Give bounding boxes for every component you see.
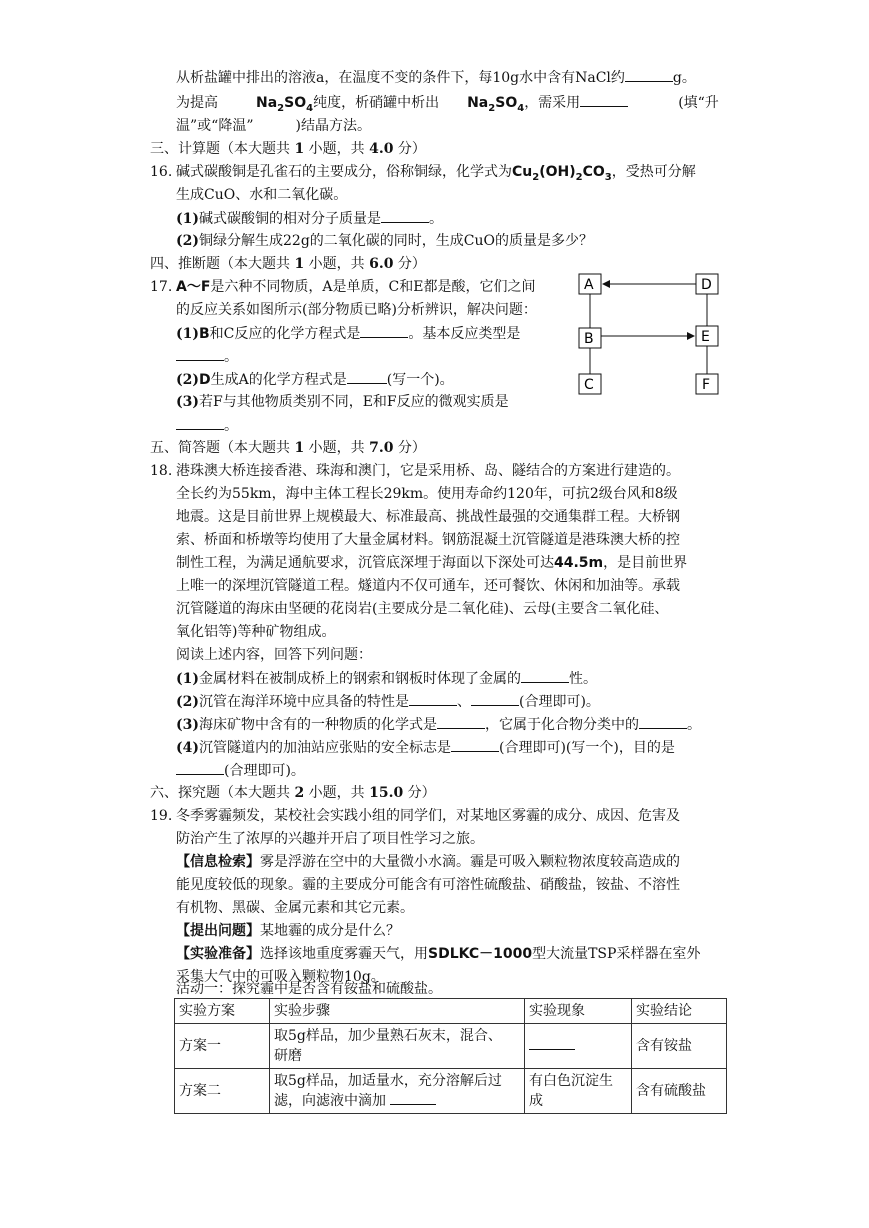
answer-blank[interactable] <box>437 715 485 729</box>
top-line-3: 温”或“降温” )结晶方法。 <box>176 118 371 134</box>
q17-line-2: 的反应关系如图所示(部分物质已略)分析辨识，解决问题： <box>176 302 537 318</box>
answer-blank[interactable] <box>580 93 628 107</box>
q18-line-8: 氧化铝等)等种矿物组成。 <box>176 624 336 640</box>
q18-sub-4: (4)沉管隧道内的加油站应张贴的安全标志是 (合理即可)(写一个)，目的是 <box>176 740 675 756</box>
answer-blank[interactable] <box>529 1036 575 1050</box>
q16-line-1: 碱式碳酸铜是孔雀石的主要成分，俗称铜绿，化学式为$Cu_2(OH)_2CO_3$，受热可分解 <box>176 164 696 183</box>
section-6-title: 六、探究题（本大题共 2 小题，共 15.0 分） <box>150 785 436 801</box>
table-header-row <box>175 999 727 1024</box>
q16-line-2: 生成CuO、水和二氧化碳。 <box>176 187 348 203</box>
answer-blank[interactable] <box>521 669 569 683</box>
answer-blank[interactable] <box>176 416 224 430</box>
q19-activity-1: 活动一：探究霾中是否含有铵盐和硫酸盐。 <box>176 981 442 997</box>
node-f-label: F <box>702 377 711 393</box>
plan-cell: 方案二 <box>175 1069 270 1114</box>
answer-blank[interactable] <box>176 347 224 361</box>
q17-sub-3-cont: 。 <box>176 416 238 435</box>
answer-blank[interactable] <box>451 738 499 752</box>
answer-blank[interactable] <box>639 715 687 729</box>
q18-line-9: 阅读上述内容，回答下列问题： <box>176 647 372 663</box>
node-b-label: B <box>584 331 594 347</box>
node-c-label: C <box>584 377 594 393</box>
q17-number: 17. <box>150 279 173 295</box>
q19-info-1: 【信息检索】雾是浮游在空中的大量微小水滴。霾是可吸入颗粒物浓度较高造成的 <box>176 854 680 870</box>
q18-line-6: 上唯一的深埋沉管隧道工程。燧道内不仅可通车，还可餐饮、休闲和加油等。承载 <box>176 578 680 594</box>
table-header: 实验方案 <box>175 999 270 1024</box>
table-row <box>175 1069 727 1114</box>
q19-question: 【提出问题】某地霾的成分是什么？ <box>176 923 400 939</box>
malachite-formula: $Cu_2(OH)_2CO_3$ <box>512 164 612 183</box>
answer-blank[interactable] <box>176 761 224 775</box>
q19-number: 19. <box>150 808 173 824</box>
step-cell: 取5g样品，加少量熟石灰末，混合、 研磨 <box>270 1024 525 1069</box>
q17-sub-2: (2)D生成A的化学方程式是 (写一个)。 <box>176 372 454 388</box>
q18-sub-2: (2)沉管在海洋环境中应具备的特性是 、 (合理即可)。 <box>176 694 600 710</box>
reaction-diagram <box>574 270 724 400</box>
q17-sub-1-cont: 。 <box>176 347 238 366</box>
q17-sub-3: (3)若F与其他物质类别不同，E和F反应的微观实质是 <box>176 394 509 410</box>
answer-blank[interactable] <box>471 692 519 706</box>
q19-prep-1: 【实验准备】选择该地重度雾霾天气，用SDLKC－1000型大流量TSP采样器在室外 <box>176 946 701 962</box>
q19-info-2: 能见度较低的现象。霾的主要成分可能含有可溶性硫酸盐、硝酸盐，铵盐、不溶性 <box>176 877 680 893</box>
q16-sub-1: (1)碱式碳酸铜的相对分子质量是 。 <box>176 211 443 227</box>
q18-line-5: 制性工程，为满足通航要求，沉管底深埋于海面以下深处可达44.5m，是目前世界 <box>176 555 688 571</box>
q18-sub-3: (3)海床矿物中含有的一种物质的化学式是 ，它属于化合物分类中的 。 <box>176 717 701 733</box>
table-row <box>175 1024 727 1069</box>
section-4-title: 四、推断题（本大题共 1 小题，共 6.0 分） <box>150 256 426 272</box>
q18-line-7: 沉管隧道的海床由坚硬的花岗岩(主要成分是二氧化硅)、云母(主要含二氧化硅、 <box>176 601 669 617</box>
q19-info-3: 有机物、黑碳、金属元素和其它元素。 <box>176 900 414 916</box>
node-e-label: E <box>701 329 710 345</box>
phenomenon-cell <box>525 1024 632 1069</box>
conclusion-cell: 含有铵盐 <box>632 1024 727 1069</box>
table-header: 实验结论 <box>632 999 727 1024</box>
q18-sub-1: (1)金属材料在被制成桥上的钢索和钢板时体现了金属的 性。 <box>176 671 597 687</box>
top-line-1: 从析盐罐中排出的溶液a，在温度不变的条件下，每10g水中含有NaCl约 g。 <box>176 70 696 86</box>
q18-line-1: 港珠澳大桥连接香港、珠海和澳门，它是采用桥、岛、隧结合的方案进行建造的。 <box>176 463 680 479</box>
section-5-title: 五、简答题（本大题共 1 小题，共 7.0 分） <box>150 440 426 456</box>
answer-blank[interactable] <box>390 1091 436 1105</box>
table-header: 实验现象 <box>525 999 632 1024</box>
answer-blank[interactable] <box>409 692 457 706</box>
node-d-label: D <box>701 277 712 293</box>
na2so4-formula: $Na_2SO_4$ <box>467 95 525 114</box>
answer-blank[interactable] <box>381 209 429 223</box>
q16-number: 16. <box>150 164 173 180</box>
answer-blank[interactable] <box>360 324 408 338</box>
q18-number: 18. <box>150 463 173 479</box>
na2so4-formula: $Na_2SO_4$ <box>256 95 314 114</box>
q19-prep-2: 采集大气中的可吸入颗粒物10g。 <box>176 969 385 985</box>
q19-line-2: 防治产生了浓厚的兴趣并开启了项目性学习之旅。 <box>176 831 484 847</box>
q18-line-4: 索、桥面和桥墩等均使用了大量金属材料。钢筋混凝土沉管隧道是港珠澳大桥的控 <box>176 532 680 548</box>
phenomenon-cell: 有白色沉淀生 成 <box>525 1069 632 1114</box>
table-header: 实验步骤 <box>270 999 525 1024</box>
q18-sub-4-cont: (合理即可)。 <box>176 761 305 780</box>
top-line-2: 为提高 $Na_2SO_4$纯度，析硝罐中析出 $Na_2SO_4$，需采用 (填“升 <box>176 95 719 114</box>
conclusion-cell: 含有硫酸盐 <box>632 1069 727 1114</box>
answer-blank[interactable] <box>625 68 673 82</box>
q17-line-1: A～F是六种不同物质，A是单质，C和E都是酸，它们之间 <box>176 279 536 295</box>
experiment-table <box>174 998 727 1114</box>
plan-cell: 方案一 <box>175 1024 270 1069</box>
section-3-title: 三、计算题（本大题共 1 小题，共 4.0 分） <box>150 141 426 157</box>
q19-line-1: 冬季雾霾频发，某校社会实践小组的同学们，对某地区雾霾的成分、成因、危害及 <box>176 808 680 824</box>
step-cell: 取5g样品，加适量水，充分溶解后过 滤，向滤液中滴加 <box>270 1069 525 1114</box>
q18-line-3: 地震。这是目前世界上规模最大、标准最高、挑战性最强的交通集群工程。大桥钢 <box>176 509 680 525</box>
q16-sub-2: (2)铜绿分解生成22g的二氧化碳的同时，生成CuO的质量是多少？ <box>176 233 593 249</box>
q17-sub-1: (1)B和C反应的化学方程式是 。基本反应类型是 <box>176 326 521 342</box>
answer-blank[interactable] <box>347 370 387 384</box>
q18-line-2: 全长约为55km，海中主体工程长29km。使用寿命约120年，可抗2级台风和8级 <box>176 486 678 502</box>
node-a-label: A <box>584 277 594 293</box>
